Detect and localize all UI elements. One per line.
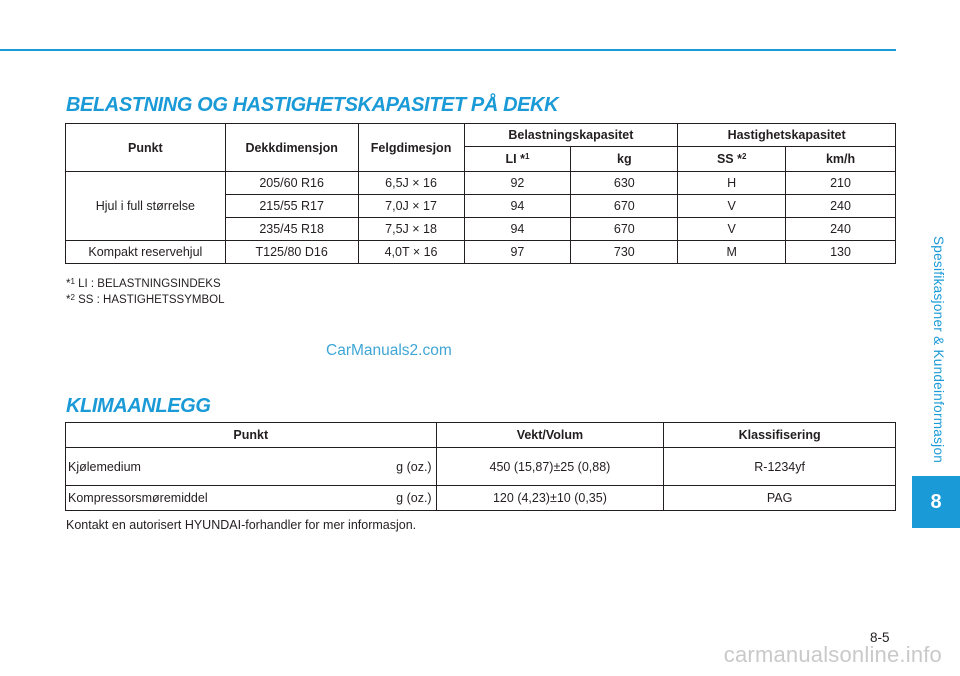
cell-class: PAG	[664, 486, 896, 511]
item-unit: g (oz.)	[396, 491, 432, 505]
cell-kmh: 240	[786, 195, 896, 218]
table-row	[66, 172, 896, 195]
item-unit: g (oz.)	[396, 459, 432, 474]
cell-rim: 6,5J × 16	[358, 172, 464, 195]
header-dekkdimensjon: Dekkdimensjon	[225, 124, 358, 172]
cell-kg: 630	[571, 172, 678, 195]
cell-dim: T125/80 D16	[225, 241, 358, 264]
cell-kg: 670	[571, 195, 678, 218]
section-title-tire-load: BELASTNING OG HASTIGHETSKAPASITET PÅ DEKK	[66, 94, 559, 116]
cell-rim: 4,0T × 16	[358, 241, 464, 264]
header-punkt: Punkt	[66, 423, 437, 448]
header-kmh: km/h	[786, 147, 896, 172]
chapter-side-title: Spesifikasjoner & Kundeinformasjon	[931, 236, 946, 464]
cell-rim: 7,0J × 17	[358, 195, 464, 218]
tire-capacity-table	[65, 123, 896, 264]
cell-ss: V	[678, 195, 786, 218]
header-ss: SS *$^2$	[678, 147, 786, 172]
cell-ss: M	[678, 241, 786, 264]
cell-li: 94	[464, 195, 571, 218]
header-hastighetskapasitet: Hastighetskapasitet	[678, 124, 896, 147]
section-title-air-conditioning: KLIMAANLEGG	[66, 395, 211, 417]
air-conditioning-table	[65, 422, 896, 511]
page-number: 8-5	[870, 630, 890, 645]
header-rule	[0, 49, 896, 51]
cell-dim: 235/45 R18	[225, 218, 358, 241]
cell-item	[66, 486, 437, 511]
header-li: LI *$^1$	[464, 147, 571, 172]
footnote-ss: *$^2$ SS : HASTIGHETSSYMBOL	[66, 293, 225, 306]
header-punkt: Punkt	[66, 124, 226, 172]
cell-dim: 215/55 R17	[225, 195, 358, 218]
cell-value: 450 (15,87)±25 (0,88)	[436, 448, 664, 486]
cell-kmh: 210	[786, 172, 896, 195]
footer-watermark: carmanualsonline.info	[723, 642, 942, 667]
cell-li: 92	[464, 172, 571, 195]
footnote-li: *$^1$ LI : BELASTNINGSINDEKS	[66, 277, 221, 290]
header-belastningskapasitet: Belastningskapasitet	[464, 124, 678, 147]
cell-li: 97	[464, 241, 571, 264]
cell-item	[66, 448, 437, 486]
watermark-link[interactable]: CarManuals2.com	[326, 342, 452, 359]
cell-class: R-1234yf	[664, 448, 896, 486]
table-header-row	[66, 423, 896, 448]
item-name: Kompressorsmøremiddel	[68, 491, 208, 505]
item-name: Kjølemedium	[68, 459, 141, 474]
cell-kg: 730	[571, 241, 678, 264]
cell-rim: 7,5J × 18	[358, 218, 464, 241]
table-row-spare	[66, 241, 896, 264]
spare-label: Kompakt reservehjul	[66, 241, 226, 264]
cell-kg: 670	[571, 218, 678, 241]
cell-dim: 205/60 R16	[225, 172, 358, 195]
cell-li: 94	[464, 218, 571, 241]
cell-value: 120 (4,23)±10 (0,35)	[436, 486, 664, 511]
contact-note: Kontakt en autorisert HYUNDAI-forhandler for mer informasjon.	[66, 518, 417, 532]
table-header-row	[66, 124, 896, 147]
header-klassifisering: Klassifisering	[664, 423, 896, 448]
chapter-tab[interactable]: 8	[912, 476, 960, 528]
header-vekt-volum: Vekt/Volum	[436, 423, 664, 448]
group-label-full-size: Hjul i full størrelse	[66, 172, 226, 241]
header-felgdimesjon: Felgdimesjon	[358, 124, 464, 172]
header-kg: kg	[571, 147, 678, 172]
table-row	[66, 448, 896, 486]
cell-ss: V	[678, 218, 786, 241]
table-row	[66, 486, 896, 511]
footnotes	[66, 275, 224, 307]
cell-kmh: 130	[786, 241, 896, 264]
cell-kmh: 240	[786, 218, 896, 241]
cell-ss: H	[678, 172, 786, 195]
